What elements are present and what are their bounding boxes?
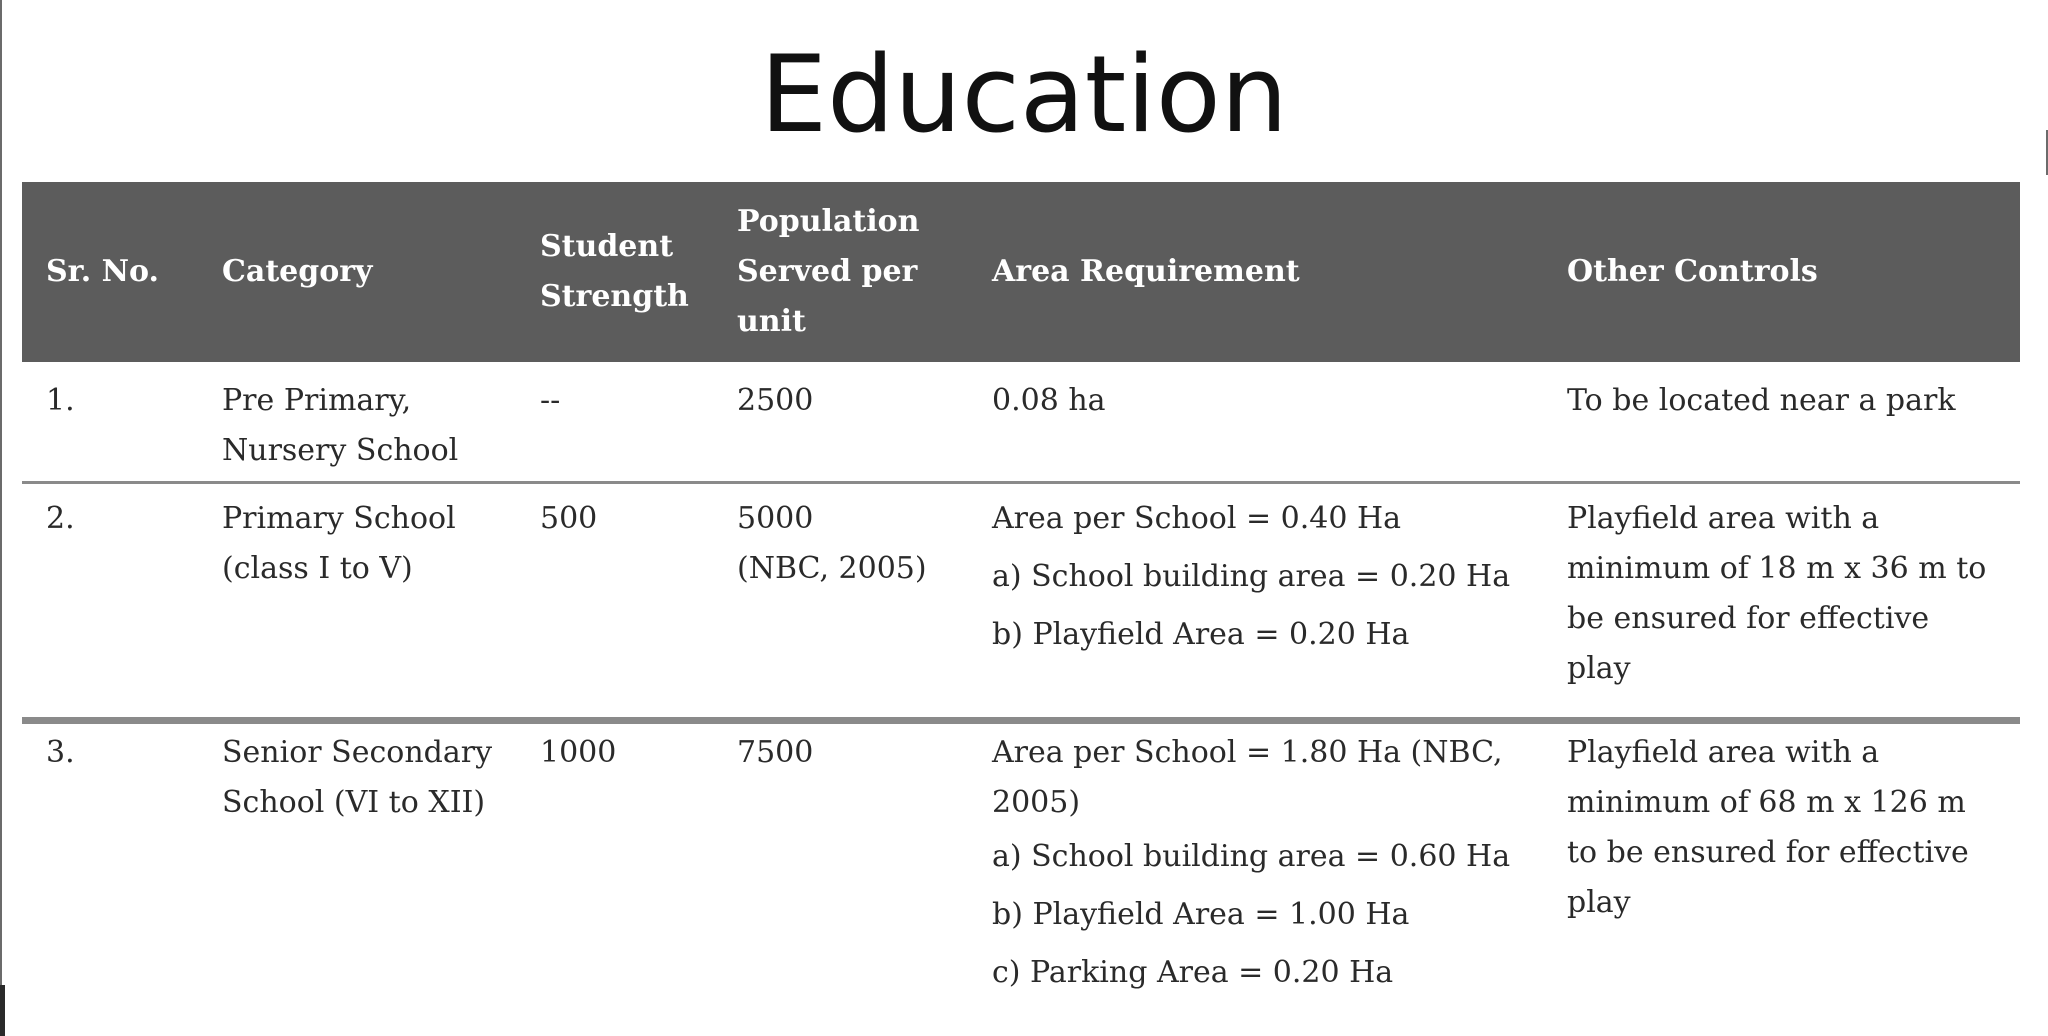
- cell-population: [737, 362, 987, 426]
- cell-student-strength: --: [540, 383, 561, 418]
- cell-controls-line: Playfield area with a: [1567, 501, 1880, 536]
- cell-area-line: a) School building area = 0.60 Ha: [992, 839, 1511, 874]
- cell-area-line: 0.08 ha: [992, 383, 1106, 418]
- table-row: [22, 714, 2020, 1024]
- cell-controls: [1567, 362, 2017, 426]
- cell-population-line: (NBC, 2005): [737, 551, 927, 586]
- header-population: [737, 182, 987, 362]
- cell-area: [992, 480, 1572, 664]
- cell-area-line: Area per School = 0.40 Ha: [992, 501, 1401, 536]
- cell-category-line: (class I to V): [222, 551, 413, 586]
- cell-controls-line: Playfield area with a: [1567, 735, 1880, 770]
- cell-controls-line: to be ensured for effective: [1567, 835, 1969, 870]
- cell-area-line: b) Playfield Area = 0.20 Ha: [992, 617, 1410, 652]
- left-edge-marker: [0, 985, 5, 1036]
- cell-area-line: 2005): [992, 785, 1081, 820]
- header-sr-no: Sr. No.: [46, 254, 159, 289]
- cell-student-strength: 1000: [540, 735, 617, 770]
- cell-controls-line: play: [1567, 651, 1631, 686]
- cell-area-line: c) Parking Area = 0.20 Ha: [992, 955, 1394, 990]
- cell-population-line: 7500: [737, 735, 814, 770]
- cell-controls: [1567, 714, 2017, 928]
- page-title: Education: [760, 33, 1288, 156]
- cell-controls-line: minimum of 18 m x 36 m to: [1567, 551, 1987, 586]
- cell-area-line: b) Playfield Area = 1.00 Ha: [992, 897, 1410, 932]
- cell-category: [222, 362, 532, 476]
- header-population-line: Population: [737, 204, 920, 239]
- cell-area: [992, 714, 1572, 1002]
- header-area: Area Requirement: [992, 254, 1300, 289]
- cell-category-line: Primary School: [222, 501, 456, 536]
- header-student-strength: [540, 182, 740, 362]
- cell-population: [737, 480, 987, 594]
- cell-category: [222, 714, 532, 828]
- table-row: [22, 362, 2020, 480]
- cell-controls-line: To be located near a park: [1567, 383, 1956, 418]
- cell-controls-line: minimum of 68 m x 126 m: [1567, 785, 1966, 820]
- cell-population-line: 5000: [737, 501, 814, 536]
- header-student-strength-line: Student: [540, 229, 674, 264]
- header-population-line: Served per: [737, 254, 918, 289]
- cell-sr-no: 3.: [46, 735, 75, 770]
- cell-student-strength: 500: [540, 501, 598, 536]
- row-divider: [22, 717, 2020, 724]
- header-population-line: unit: [737, 304, 806, 339]
- row-divider: [22, 481, 2020, 484]
- cell-category-line: Senior Secondary: [222, 735, 493, 770]
- table-header: [22, 182, 2020, 362]
- cell-category-line: School (VI to XII): [222, 785, 486, 820]
- cell-area-line: a) School building area = 0.20 Ha: [992, 559, 1511, 594]
- cell-area: [992, 362, 1572, 426]
- cell-controls: [1567, 480, 2017, 694]
- cell-category-line: Nursery School: [222, 433, 459, 468]
- cell-controls-line: be ensured for effective: [1567, 601, 1930, 636]
- cell-category-line: Pre Primary,: [222, 383, 412, 418]
- table-row: [22, 480, 2020, 714]
- cell-controls-line: play: [1567, 885, 1631, 920]
- header-controls: Other Controls: [1567, 254, 1818, 289]
- cell-sr-no: 2.: [46, 501, 75, 536]
- cell-population-line: 2500: [737, 383, 814, 418]
- cell-area-line: Area per School = 1.80 Ha (NBC,: [992, 735, 1503, 770]
- education-table: [22, 182, 2020, 1024]
- cell-category: [222, 480, 532, 594]
- header-student-strength-line: Strength: [540, 279, 689, 314]
- cell-sr-no: 1.: [46, 383, 75, 418]
- header-category: Category: [222, 254, 373, 289]
